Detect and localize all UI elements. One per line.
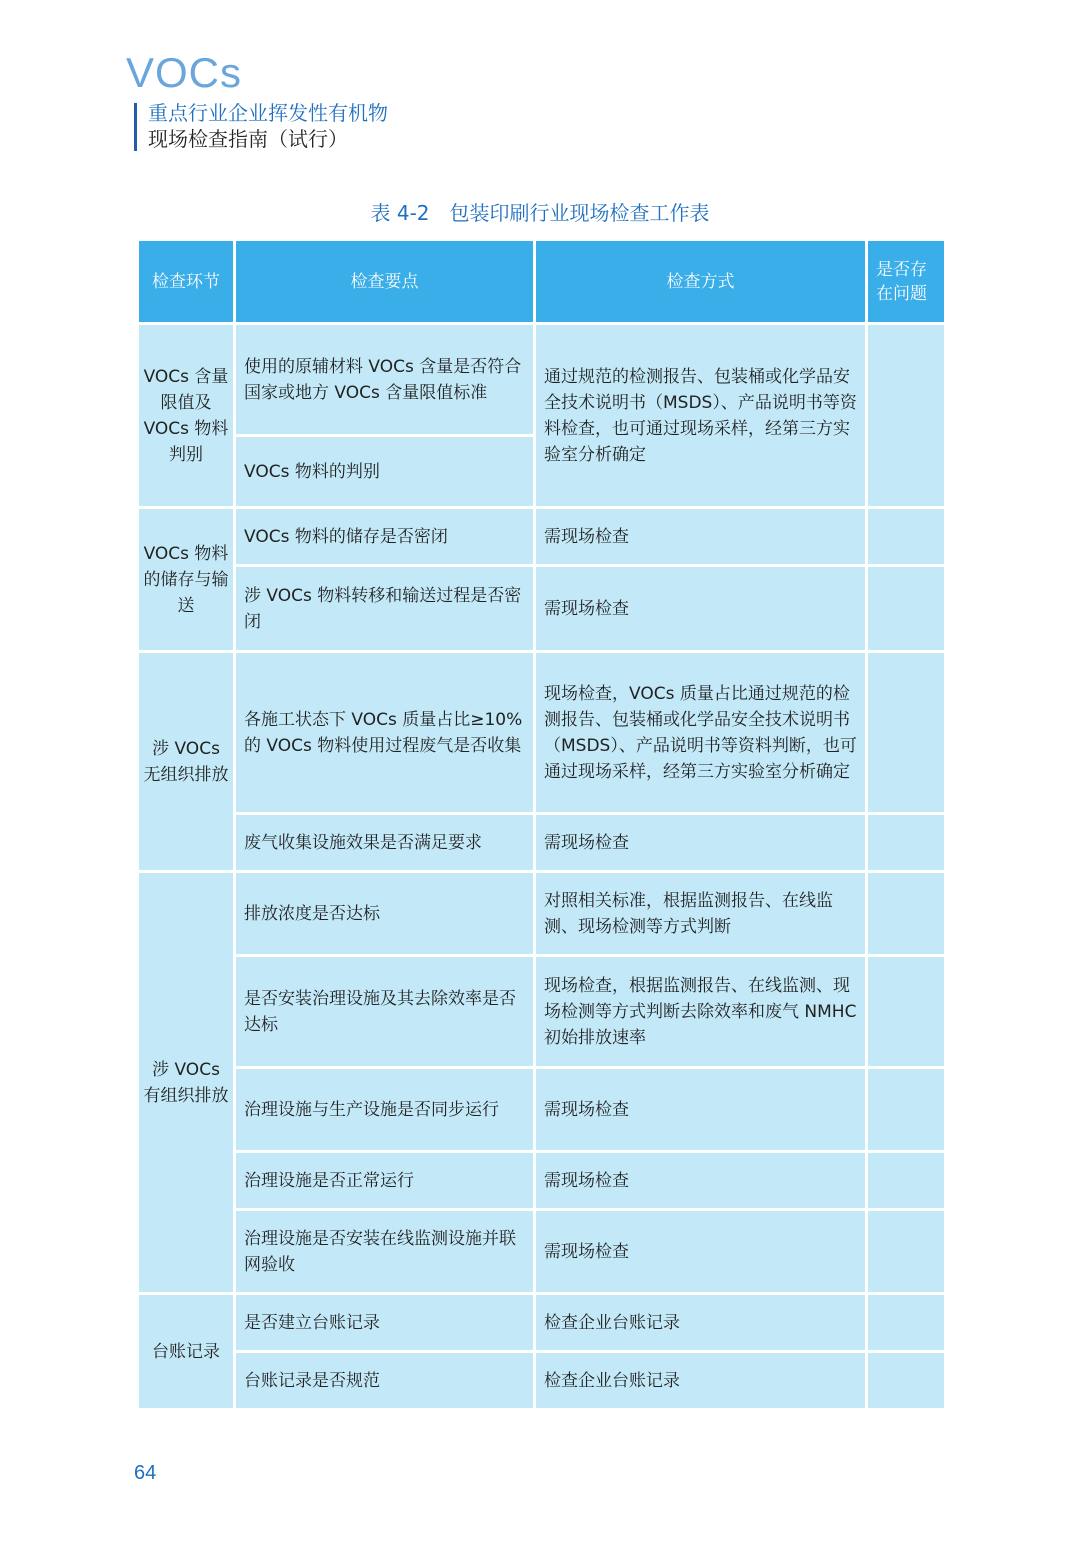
issue-cell[interactable] — [867, 1294, 946, 1352]
method-cell: 需现场检查 — [535, 508, 867, 566]
issue-cell[interactable] — [867, 324, 946, 508]
header-accent-bar — [134, 103, 137, 151]
method-cell: 通过规范的检测报告、包装桶或化学品安全技术说明书（MSDS）、产品说明书等资料检查，也可通过现场采样，经第三方实验室分析确定 — [535, 324, 867, 508]
method-cell: 需现场检查 — [535, 1152, 867, 1210]
page-number: 64 — [134, 1462, 157, 1484]
table-row — [138, 652, 946, 814]
issue-cell[interactable] — [867, 652, 946, 814]
point-cell: 治理设施与生产设施是否同步运行 — [235, 1068, 535, 1152]
method-cell: 检查企业台账记录 — [535, 1352, 867, 1410]
column-header-stage: 检查环节 — [138, 240, 235, 324]
table-row — [138, 814, 946, 872]
method-cell: 需现场检查 — [535, 1210, 867, 1294]
table-row — [138, 1294, 946, 1352]
book-subtitle-line2: 现场检查指南（试行） — [148, 127, 348, 151]
issue-cell[interactable] — [867, 1352, 946, 1410]
point-cell: 是否安装治理设施及其去除效率是否达标 — [235, 956, 535, 1068]
point-cell: 废气收集设施效果是否满足要求 — [235, 814, 535, 872]
point-cell: 使用的原辅材料 VOCs 含量是否符合国家或地方 VOCs 含量限值标准 — [235, 324, 535, 436]
method-cell: 现场检查，根据监测报告、在线监测、现场检测等方式判断去除效率和废气 NMHC 初始排放速率 — [535, 956, 867, 1068]
table-row — [138, 872, 946, 956]
point-cell: 是否建立台账记录 — [235, 1294, 535, 1352]
table-row — [138, 324, 946, 436]
method-cell: 需现场检查 — [535, 1068, 867, 1152]
issue-cell[interactable] — [867, 872, 946, 956]
method-cell: 需现场检查 — [535, 814, 867, 872]
issue-cell[interactable] — [867, 1210, 946, 1294]
table-row — [138, 1068, 946, 1152]
column-header-issue: 是否存在问题 — [867, 240, 946, 324]
book-subtitle-line1: 重点行业企业挥发性有机物 — [148, 101, 388, 125]
point-cell: 排放浓度是否达标 — [235, 872, 535, 956]
issue-cell[interactable] — [867, 1068, 946, 1152]
point-cell: VOCs 物料的判别 — [235, 436, 535, 508]
method-cell: 需现场检查 — [535, 566, 867, 652]
point-cell: 治理设施是否正常运行 — [235, 1152, 535, 1210]
table-row — [138, 1352, 946, 1410]
table-caption: 表 4-2 包装印刷行业现场检查工作表 — [370, 201, 710, 225]
stage-cell: VOCs 物料的储存与输送 — [138, 508, 235, 652]
table-row — [138, 566, 946, 652]
issue-cell[interactable] — [867, 814, 946, 872]
point-cell: VOCs 物料的储存是否密闭 — [235, 508, 535, 566]
issue-cell[interactable] — [867, 566, 946, 652]
stage-cell: 涉 VOCs 有组织排放 — [138, 872, 235, 1294]
point-cell: 治理设施是否安装在线监测设施并联网验收 — [235, 1210, 535, 1294]
method-cell: 现场检查，VOCs 质量占比通过规范的检测报告、包装桶或化学品安全技术说明书（MSDS）、产品说明书等资料判断，也可通过现场采样，经第三方实验室分析确定 — [535, 652, 867, 814]
table-row — [138, 1152, 946, 1210]
stage-cell: 涉 VOCs 无组织排放 — [138, 652, 235, 872]
point-cell: 各施工状态下 VOCs 质量占比≥10% 的 VOCs 物料使用过程废气是否收集 — [235, 652, 535, 814]
column-header-point: 检查要点 — [235, 240, 535, 324]
issue-cell[interactable] — [867, 508, 946, 566]
point-cell: 涉 VOCs 物料转移和输送过程是否密闭 — [235, 566, 535, 652]
method-cell: 检查企业台账记录 — [535, 1294, 867, 1352]
point-cell: 台账记录是否规范 — [235, 1352, 535, 1410]
table-row — [138, 956, 946, 1068]
stage-cell: 台账记录 — [138, 1294, 235, 1410]
brand-title: VOCs — [126, 49, 243, 96]
table-row — [138, 1210, 946, 1294]
issue-cell[interactable] — [867, 1152, 946, 1210]
method-cell: 对照相关标准，根据监测报告、在线监测、现场检测等方式判断 — [535, 872, 867, 956]
inspection-worksheet-table — [136, 238, 947, 1411]
column-header-method: 检查方式 — [535, 240, 867, 324]
table-header-row — [138, 240, 946, 324]
table-row — [138, 508, 946, 566]
issue-cell[interactable] — [867, 956, 946, 1068]
stage-cell: VOCs 含量限值及 VOCs 物料判别 — [138, 324, 235, 508]
